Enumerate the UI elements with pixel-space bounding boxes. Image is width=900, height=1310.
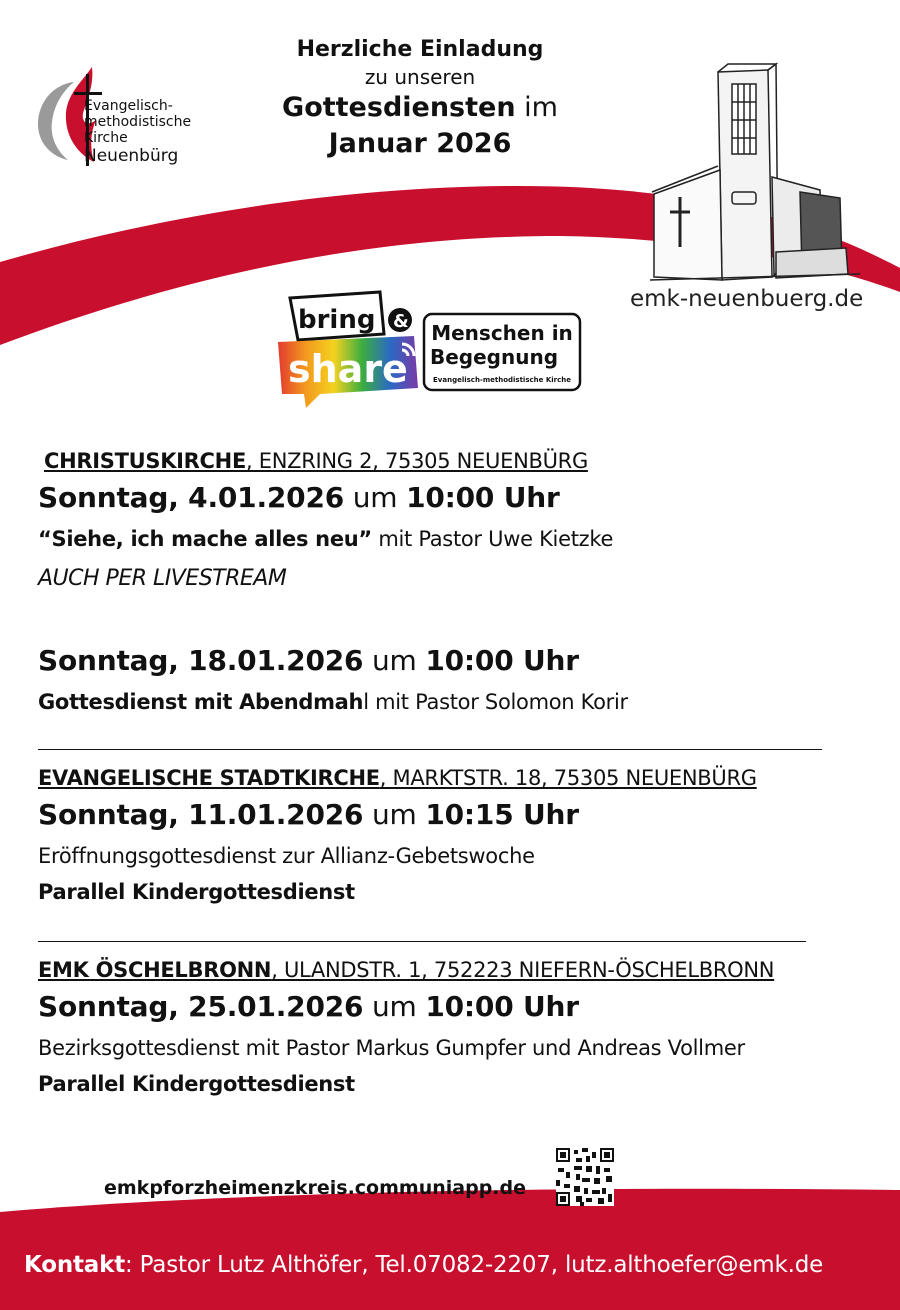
kids-service-text: Parallel Kindergottesdienst <box>38 1072 355 1096</box>
kids-service-note <box>38 1072 355 1096</box>
time-text: 10:00 Uhr <box>425 990 579 1023</box>
amp-text: & <box>393 311 409 332</box>
venue-address: , ENZRING 2, 75305 NEUENBÜRG <box>246 449 588 473</box>
website-label: emk-neuenbuerg.de <box>630 286 864 312</box>
contact-label: Kontakt <box>24 1252 125 1278</box>
event-description <box>38 527 613 551</box>
event-date <box>38 481 560 514</box>
logo-line2: methodistische <box>84 114 192 130</box>
venue-address: , MARKTSTR. 18, 75305 NEUENBÜRG <box>379 766 757 790</box>
contact-details[interactable]: : Pastor Lutz Althöfer, Tel.07082-2207, lutz.althoefer@emk.de <box>125 1252 824 1278</box>
venue-address: , ULANDSTR. 1, 752223 NIEFERN-ÖSCHELBRONN <box>271 958 775 982</box>
invitation-header <box>230 36 610 162</box>
campaign-title2: Begegnung <box>429 345 559 369</box>
divider <box>38 941 806 942</box>
qr-code[interactable] <box>556 1148 614 1206</box>
event-description <box>38 690 628 714</box>
service-title: Gottesdienst mit Abendmah <box>38 690 364 714</box>
date-text: Sonntag, 25.01.2026 <box>38 990 364 1023</box>
pastor-text: l mit Pastor Solomon Korir <box>363 690 628 714</box>
event-description: Eröffnungsgottesdienst zur Allianz-Gebetswoche <box>38 844 535 868</box>
contact-line <box>24 1252 823 1278</box>
header-line1: Herzliche Einladung <box>296 37 544 62</box>
header-line3-bold2: Januar 2026 <box>328 128 512 159</box>
date-um: um <box>363 798 426 831</box>
kids-service-note <box>38 880 355 904</box>
campaign-subtitle: Evangelisch-methodistische Kirche <box>433 376 571 384</box>
pastor-text: mit Pastor Uwe Kietzke <box>371 527 614 551</box>
time-text: 10:00 Uhr <box>425 644 579 677</box>
logo-text <box>84 98 191 166</box>
logo-place: Neuenbürg <box>84 146 179 166</box>
event-date <box>38 798 579 831</box>
venue-christuskirche <box>44 449 588 473</box>
bring-and-share-logo <box>276 290 586 412</box>
campaign-title1: Menschen in <box>431 321 573 345</box>
date-text: Sonntag, 18.01.2026 <box>38 644 364 677</box>
date-text: Sonntag, 4.01.2026 <box>38 481 345 514</box>
event-date <box>38 990 579 1023</box>
time-text: 10:15 Uhr <box>425 798 579 831</box>
bring-text: bring <box>298 305 376 335</box>
header-line3 <box>230 90 610 162</box>
header-line3-mid: im <box>515 92 558 123</box>
sermon-title: “Siehe, ich mache alles neu” <box>38 527 372 551</box>
app-url[interactable]: emkpforzheimenzkreis.communiapp.de <box>104 1177 526 1199</box>
header-line3-bold: Gottesdiensten <box>282 92 516 123</box>
venue-oeschelbronn <box>38 958 774 982</box>
date-um: um <box>363 644 426 677</box>
date-text: Sonntag, 11.01.2026 <box>38 798 364 831</box>
venue-stadtkirche <box>38 766 757 790</box>
venue-name: EMK ÖSCHELBRONN <box>38 958 272 982</box>
church-sketch <box>650 62 900 292</box>
venue-name: EVANGELISCHE STADTKIRCHE <box>38 766 380 790</box>
header-line2: zu unseren <box>364 65 476 89</box>
event-description: Bezirksgottesdienst mit Pastor Markus Gumpfer und Andreas Vollmer <box>38 1036 745 1060</box>
venue-name: CHRISTUSKIRCHE <box>44 449 246 473</box>
logo-line3: Kirche <box>84 130 128 146</box>
event-date <box>38 644 579 677</box>
livestream-note: AUCH PER LIVESTREAM <box>38 566 287 591</box>
logo-line1: Evangelisch- <box>84 98 173 114</box>
date-um: um <box>344 481 407 514</box>
date-um: um <box>363 990 426 1023</box>
divider <box>38 749 822 750</box>
kids-service-text: Parallel Kindergottesdienst <box>38 880 355 904</box>
share-text: share <box>288 347 408 391</box>
time-text: 10:00 Uhr <box>406 481 560 514</box>
